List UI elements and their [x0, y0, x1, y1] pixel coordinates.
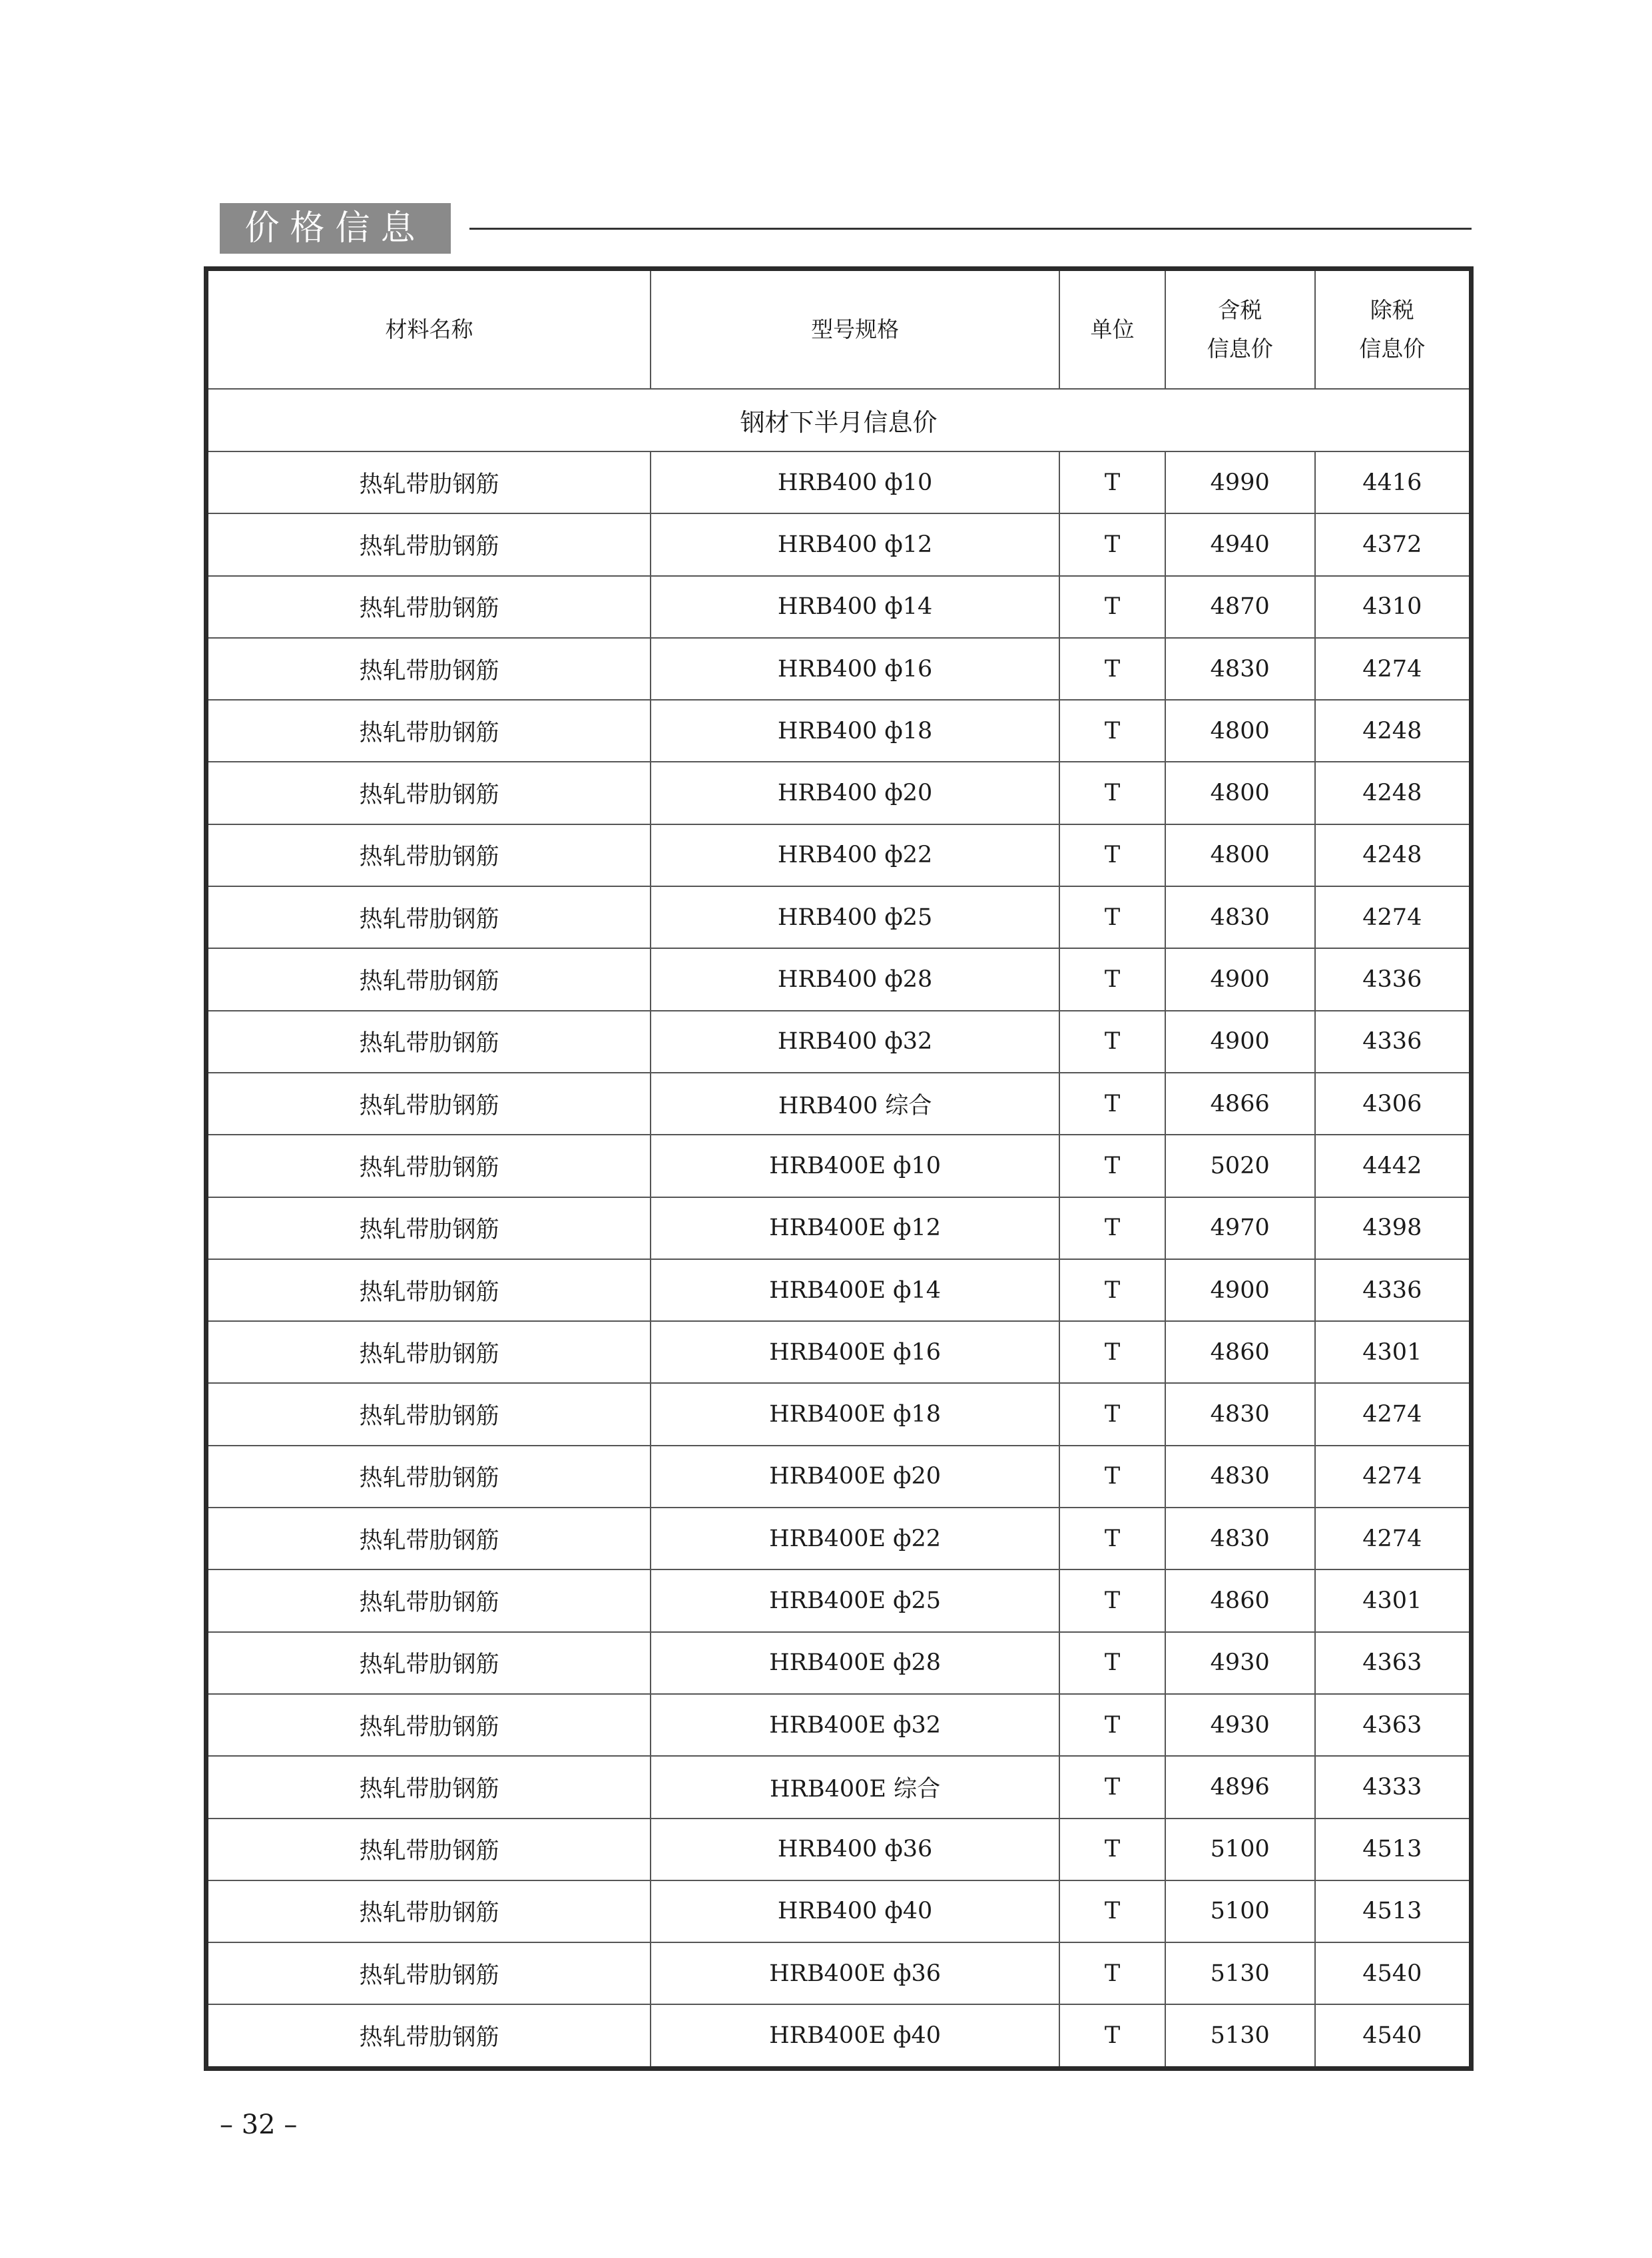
spec-cell: HRB400E ф40 — [651, 2004, 1059, 2068]
price-tax-included-cell: 4830 — [1165, 886, 1315, 948]
header-tax-included-line1: 含税 — [1218, 297, 1262, 323]
price-tax-excluded-cell: 4336 — [1315, 1259, 1472, 1321]
material-name-cell: 热轧带肋钢筋 — [206, 576, 651, 638]
price-tax-excluded-cell: 4336 — [1315, 1011, 1472, 1073]
price-tax-included-cell: 4896 — [1165, 1756, 1315, 1818]
table-row — [206, 1756, 1472, 1818]
table-row — [206, 1383, 1472, 1445]
price-tax-included-cell: 4860 — [1165, 1569, 1315, 1631]
unit-cell: T — [1059, 1073, 1165, 1135]
material-name-cell: 热轧带肋钢筋 — [206, 1383, 651, 1445]
material-name-cell: 热轧带肋钢筋 — [206, 1508, 651, 1569]
price-tax-excluded-cell: 4398 — [1315, 1197, 1472, 1259]
spec-cell: HRB400 ф14 — [651, 576, 1059, 638]
material-name-cell: 热轧带肋钢筋 — [206, 1197, 651, 1259]
price-tax-included-cell: 4830 — [1165, 1446, 1315, 1508]
header-spec: 型号规格 — [651, 269, 1059, 390]
price-tax-included-cell: 4900 — [1165, 1259, 1315, 1321]
price-tax-included-cell: 4800 — [1165, 700, 1315, 762]
material-name-cell: 热轧带肋钢筋 — [206, 1819, 651, 1880]
section-rule — [469, 228, 1472, 230]
price-tax-included-cell: 4800 — [1165, 762, 1315, 824]
material-name-cell: 热轧带肋钢筋 — [206, 1321, 651, 1383]
price-tax-excluded-cell: 4274 — [1315, 1508, 1472, 1569]
spec-cell: HRB400 ф25 — [651, 886, 1059, 948]
table-row — [206, 1880, 1472, 1942]
material-name-cell: 热轧带肋钢筋 — [206, 762, 651, 824]
price-tax-excluded-cell: 4306 — [1315, 1073, 1472, 1135]
material-name-cell: 热轧带肋钢筋 — [206, 1880, 651, 1942]
spec-cell: HRB400 综合 — [651, 1073, 1059, 1135]
table-row — [206, 1694, 1472, 1756]
spec-cell: HRB400E ф22 — [651, 1508, 1059, 1569]
price-tax-excluded-cell: 4248 — [1315, 762, 1472, 824]
material-name-cell: 热轧带肋钢筋 — [206, 513, 651, 575]
price-tax-excluded-cell: 4513 — [1315, 1880, 1472, 1942]
price-tax-excluded-cell: 4540 — [1315, 1942, 1472, 2004]
price-tax-excluded-cell: 4310 — [1315, 576, 1472, 638]
spec-cell: HRB400 ф16 — [651, 638, 1059, 700]
price-tax-included-cell: 4870 — [1165, 576, 1315, 638]
spec-cell: HRB400E ф12 — [651, 1197, 1059, 1259]
material-name-cell: 热轧带肋钢筋 — [206, 1135, 651, 1197]
spec-cell: HRB400 ф28 — [651, 948, 1059, 1010]
table-row — [206, 886, 1472, 948]
spec-cell: HRB400E ф32 — [651, 1694, 1059, 1756]
material-name-cell: 热轧带肋钢筋 — [206, 638, 651, 700]
price-tax-included-cell: 4940 — [1165, 513, 1315, 575]
header-row — [206, 269, 1472, 390]
spec-cell: HRB400E ф36 — [651, 1942, 1059, 2004]
section-title-row — [206, 389, 1472, 451]
table-row — [206, 948, 1472, 1010]
unit-cell: T — [1059, 513, 1165, 575]
material-name-cell: 热轧带肋钢筋 — [206, 1694, 651, 1756]
table-row — [206, 1011, 1472, 1073]
table-row — [206, 1819, 1472, 1880]
price-tax-included-cell: 5100 — [1165, 1819, 1315, 1880]
unit-cell: T — [1059, 1446, 1165, 1508]
page-number: – 32 – — [220, 2110, 298, 2140]
material-name-cell: 热轧带肋钢筋 — [206, 948, 651, 1010]
material-name-cell: 热轧带肋钢筋 — [206, 1073, 651, 1135]
price-tax-excluded-cell: 4540 — [1315, 2004, 1472, 2068]
price-tax-included-cell: 4970 — [1165, 1197, 1315, 1259]
price-tax-included-cell: 4860 — [1165, 1321, 1315, 1383]
header-unit: 单位 — [1059, 269, 1165, 390]
table-row — [206, 2004, 1472, 2068]
unit-cell: T — [1059, 1259, 1165, 1321]
spec-cell: HRB400E ф14 — [651, 1259, 1059, 1321]
material-name-cell: 热轧带肋钢筋 — [206, 451, 651, 513]
price-tax-included-cell: 4830 — [1165, 1508, 1315, 1569]
price-tax-excluded-cell: 4248 — [1315, 700, 1472, 762]
table-row — [206, 1942, 1472, 2004]
unit-cell: T — [1059, 700, 1165, 762]
price-tax-included-cell: 4900 — [1165, 948, 1315, 1010]
price-tax-included-cell: 5020 — [1165, 1135, 1315, 1197]
spec-cell: HRB400 ф32 — [651, 1011, 1059, 1073]
section-tag: 价格信息 — [220, 203, 451, 254]
price-tax-excluded-cell: 4274 — [1315, 886, 1472, 948]
material-name-cell: 热轧带肋钢筋 — [206, 824, 651, 886]
table-row — [206, 1446, 1472, 1508]
price-tax-excluded-cell: 4372 — [1315, 513, 1472, 575]
unit-cell: T — [1059, 824, 1165, 886]
material-name-cell: 热轧带肋钢筋 — [206, 700, 651, 762]
price-tax-included-cell: 4990 — [1165, 451, 1315, 513]
header-tax-included-line2: 信息价 — [1207, 336, 1273, 362]
table-row — [206, 1197, 1472, 1259]
unit-cell: T — [1059, 1632, 1165, 1694]
spec-cell: HRB400 ф36 — [651, 1819, 1059, 1880]
material-name-cell: 热轧带肋钢筋 — [206, 1942, 651, 2004]
price-tax-excluded-cell: 4301 — [1315, 1569, 1472, 1631]
price-tax-excluded-cell: 4333 — [1315, 1756, 1472, 1818]
unit-cell: T — [1059, 1135, 1165, 1197]
price-tax-excluded-cell: 4248 — [1315, 824, 1472, 886]
material-name-cell: 热轧带肋钢筋 — [206, 886, 651, 948]
table-row — [206, 700, 1472, 762]
table-row — [206, 1135, 1472, 1197]
unit-cell: T — [1059, 1011, 1165, 1073]
table-row — [206, 576, 1472, 638]
unit-cell: T — [1059, 638, 1165, 700]
spec-cell: HRB400 ф10 — [651, 451, 1059, 513]
unit-cell: T — [1059, 451, 1165, 513]
table-row — [206, 1569, 1472, 1631]
price-tax-excluded-cell: 4442 — [1315, 1135, 1472, 1197]
table-row — [206, 451, 1472, 513]
price-tax-excluded-cell: 4363 — [1315, 1632, 1472, 1694]
unit-cell: T — [1059, 948, 1165, 1010]
table-row — [206, 1632, 1472, 1694]
material-name-cell: 热轧带肋钢筋 — [206, 1756, 651, 1818]
price-tax-included-cell: 4866 — [1165, 1073, 1315, 1135]
unit-cell: T — [1059, 576, 1165, 638]
table-row — [206, 1508, 1472, 1569]
table-row — [206, 824, 1472, 886]
price-tax-included-cell: 5100 — [1165, 1880, 1315, 1942]
spec-cell: HRB400 ф40 — [651, 1880, 1059, 1942]
header-tax-excluded — [1315, 269, 1472, 390]
price-tax-excluded-cell: 4274 — [1315, 638, 1472, 700]
unit-cell: T — [1059, 1508, 1165, 1569]
spec-cell: HRB400E ф25 — [651, 1569, 1059, 1631]
table-row — [206, 513, 1472, 575]
unit-cell: T — [1059, 886, 1165, 948]
price-tax-included-cell: 4930 — [1165, 1632, 1315, 1694]
unit-cell: T — [1059, 1383, 1165, 1445]
price-tax-included-cell: 5130 — [1165, 2004, 1315, 2068]
table-row — [206, 638, 1472, 700]
unit-cell: T — [1059, 2004, 1165, 2068]
material-name-cell: 热轧带肋钢筋 — [206, 1632, 651, 1694]
material-name-cell: 热轧带肋钢筋 — [206, 2004, 651, 2068]
table-body — [206, 389, 1472, 2068]
spec-cell: HRB400E ф16 — [651, 1321, 1059, 1383]
price-tax-included-cell: 4830 — [1165, 1383, 1315, 1445]
unit-cell: T — [1059, 1321, 1165, 1383]
material-name-cell: 热轧带肋钢筋 — [206, 1569, 651, 1631]
header-tax-included — [1165, 269, 1315, 390]
table-row — [206, 762, 1472, 824]
unit-cell: T — [1059, 762, 1165, 824]
material-name-cell: 热轧带肋钢筋 — [206, 1011, 651, 1073]
spec-cell: HRB400 ф20 — [651, 762, 1059, 824]
material-name-cell: 热轧带肋钢筋 — [206, 1446, 651, 1508]
header-tax-excluded-line1: 除税 — [1370, 297, 1414, 323]
unit-cell: T — [1059, 1197, 1165, 1259]
price-tax-included-cell: 5130 — [1165, 1942, 1315, 2004]
price-tax-excluded-cell: 4416 — [1315, 451, 1472, 513]
price-tax-excluded-cell: 4513 — [1315, 1819, 1472, 1880]
unit-cell: T — [1059, 1694, 1165, 1756]
price-tax-excluded-cell: 4363 — [1315, 1694, 1472, 1756]
price-tax-excluded-cell: 4274 — [1315, 1383, 1472, 1445]
price-tax-excluded-cell: 4274 — [1315, 1446, 1472, 1508]
unit-cell: T — [1059, 1942, 1165, 2004]
price-tax-included-cell: 4800 — [1165, 824, 1315, 886]
section-title: 钢材下半月信息价 — [206, 389, 1472, 451]
price-tax-included-cell: 4930 — [1165, 1694, 1315, 1756]
unit-cell: T — [1059, 1819, 1165, 1880]
table-row — [206, 1321, 1472, 1383]
unit-cell: T — [1059, 1880, 1165, 1942]
table-row — [206, 1259, 1472, 1321]
unit-cell: T — [1059, 1569, 1165, 1631]
spec-cell: HRB400E ф28 — [651, 1632, 1059, 1694]
spec-cell: HRB400 ф12 — [651, 513, 1059, 575]
spec-cell: HRB400E ф10 — [651, 1135, 1059, 1197]
price-tax-excluded-cell: 4336 — [1315, 948, 1472, 1010]
spec-cell: HRB400 ф18 — [651, 700, 1059, 762]
price-tax-included-cell: 4830 — [1165, 638, 1315, 700]
spec-cell: HRB400E 综合 — [651, 1756, 1059, 1818]
material-name-cell: 热轧带肋钢筋 — [206, 1259, 651, 1321]
spec-cell: HRB400 ф22 — [651, 824, 1059, 886]
header-name: 材料名称 — [206, 269, 651, 390]
header-tax-excluded-line2: 信息价 — [1359, 336, 1426, 362]
table-header — [206, 269, 1472, 390]
spec-cell: HRB400E ф20 — [651, 1446, 1059, 1508]
table-row — [206, 1073, 1472, 1135]
price-tax-included-cell: 4900 — [1165, 1011, 1315, 1073]
unit-cell: T — [1059, 1756, 1165, 1818]
price-table — [204, 266, 1474, 2071]
price-tax-excluded-cell: 4301 — [1315, 1321, 1472, 1383]
spec-cell: HRB400E ф18 — [651, 1383, 1059, 1445]
